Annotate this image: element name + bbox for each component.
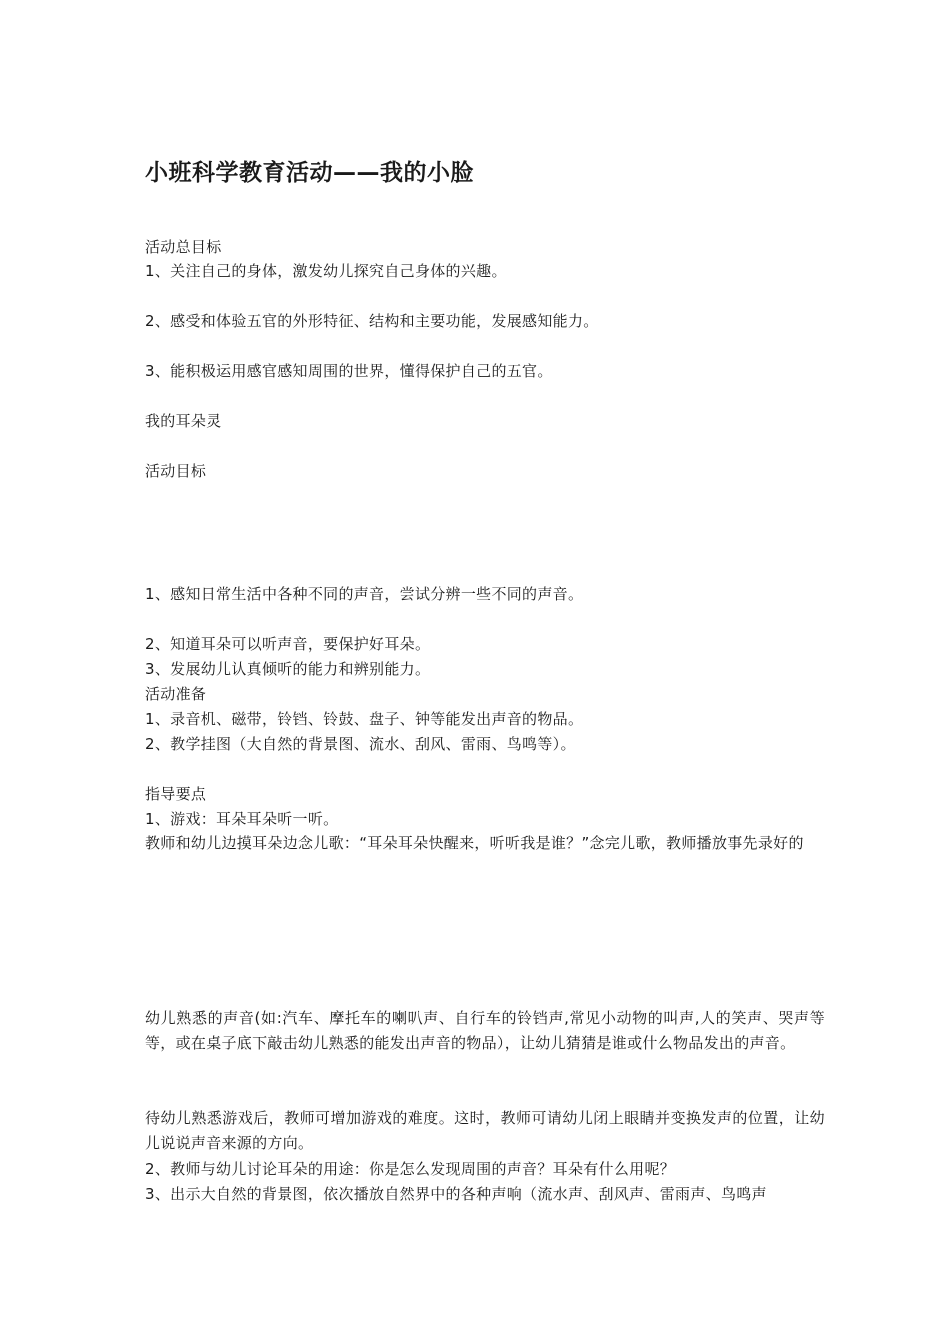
guide-1-text: 教师和幼儿边摸耳朵边念儿歌：“耳朵耳朵快醒来，听听我是谁？”念完儿歌，教师播放事先录好的 — [145, 834, 804, 852]
overall-goal-3: 3、能积极运用感官感知周围的世界，懂得保护自己的五官。 — [145, 362, 553, 380]
document-title: 小班科学教育活动——我的小脸 — [145, 160, 474, 186]
section-title: 我的耳朵灵 — [145, 412, 222, 430]
guide-item-1: 1、游戏：耳朵耳朵听一听。 — [145, 810, 339, 828]
prep-2: 2、教学挂图（大自然的背景图、流水、刮风、雷雨、鸟鸣等）。 — [145, 735, 576, 753]
goal-3: 3、发展幼儿认真倾听的能力和辨别能力。 — [145, 660, 431, 678]
guide-1-text-more: 待幼儿熟悉游戏后，教师可增加游戏的难度。这时，教师可请幼儿闭上眼睛并变换发声的位置，让幼儿说说声音来源的方向。 — [145, 1109, 825, 1152]
prep-heading: 活动准备 — [145, 685, 207, 703]
guide-heading: 指导要点 — [145, 785, 207, 803]
overall-goal-1: 1、关注自己的身体，激发幼儿探究自己身体的兴趣。 — [145, 262, 507, 280]
prep-1: 1、录音机、磁带，铃铛、铃鼓、盘子、钟等能发出声音的物品。 — [145, 710, 584, 728]
guide-1-text-continued: 幼儿熟悉的声音(如:汽车、摩托车的喇叭声、自行车的铃铛声,常见小动物的叫声,人的笑声、哭声等等，或在桌子底下敲击幼儿熟悉的能发出声音的物品），让幼儿猜猜是谁或什么物品发出的声音。 — [145, 1009, 825, 1052]
guide-item-2: 2、教师与幼儿讨论耳朵的用途：你是怎么发现周围的声音？耳朵有什么用呢？ — [145, 1160, 676, 1178]
overall-goal-heading: 活动总目标 — [145, 238, 222, 256]
guide-item-3: 3、出示大自然的背景图，依次播放自然界中的各种声响（流水声、刮风声、雷雨声、鸟鸣声 — [145, 1185, 767, 1203]
goal-1: 1、感知日常生活中各种不同的声音，尝试分辨一些不同的声音。 — [145, 585, 584, 603]
overall-goal-2: 2、感受和体验五官的外形特征、结构和主要功能，发展感知能力。 — [145, 312, 599, 330]
goal-2: 2、知道耳朵可以听声音，要保护好耳朵。 — [145, 635, 431, 653]
goal-heading: 活动目标 — [145, 462, 207, 480]
